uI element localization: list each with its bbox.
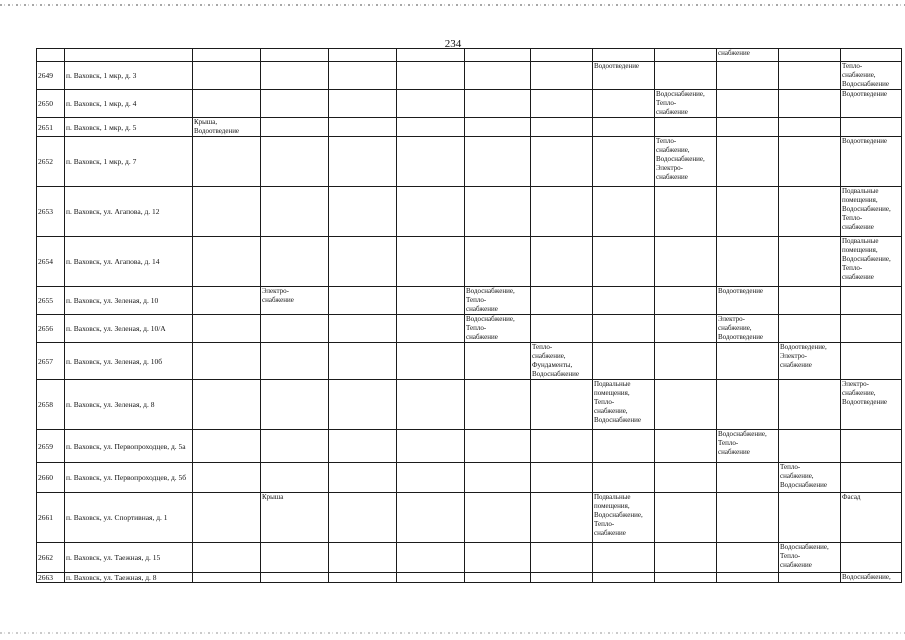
work-type-cell: [193, 137, 261, 187]
work-type-cell: Водоотведение: [841, 137, 902, 187]
work-type-cell: [717, 463, 779, 493]
work-type-cell: [593, 237, 655, 287]
work-type-cell: [717, 187, 779, 237]
scan-edge-top: [0, 4, 905, 6]
work-type-cell: [593, 430, 655, 463]
work-type-cell: [193, 343, 261, 380]
work-type-cell: [329, 573, 397, 583]
table-row: [37, 343, 902, 380]
work-type-cell: [779, 62, 841, 90]
work-type-cell: [261, 237, 329, 287]
row-number: 2663: [37, 573, 65, 583]
table-cell: [593, 49, 655, 62]
work-type-cell: Водоснабжение, Тепло- снабжение: [779, 543, 841, 573]
work-type-cell: [779, 493, 841, 543]
row-address: п. Ваховск, 1 мкр, д. 3: [65, 62, 193, 90]
row-number: 2652: [37, 137, 65, 187]
work-type-cell: [841, 315, 902, 343]
row-address: п. Ваховск, 1 мкр, д. 7: [65, 137, 193, 187]
work-type-cell: [329, 315, 397, 343]
work-type-cell: [717, 90, 779, 118]
work-type-cell: [397, 187, 465, 237]
work-type-cell: [779, 118, 841, 137]
work-type-cell: [531, 287, 593, 315]
work-type-cell: [531, 90, 593, 118]
table-cell: [65, 49, 193, 62]
work-type-cell: [531, 380, 593, 430]
row-number: 2655: [37, 287, 65, 315]
work-type-cell: [397, 463, 465, 493]
work-type-cell: [465, 90, 531, 118]
row-number: 2661: [37, 493, 65, 543]
work-type-cell: [593, 118, 655, 137]
work-type-cell: [655, 573, 717, 583]
work-type-cell: [329, 493, 397, 543]
work-type-cell: [329, 62, 397, 90]
work-type-cell: [717, 62, 779, 90]
work-type-cell: [531, 430, 593, 463]
work-type-cell: [193, 493, 261, 543]
work-type-cell: [655, 118, 717, 137]
work-type-cell: [261, 573, 329, 583]
row-address: п. Ваховск, ул. Зеленая, д. 10б: [65, 343, 193, 380]
table-row: [37, 237, 902, 287]
work-type-cell: Подвальные помещения, Водоснабжение, Тепло- снабжение: [841, 187, 902, 237]
work-type-cell: [779, 237, 841, 287]
work-type-cell: [397, 573, 465, 583]
work-type-cell: Подвальные помещения, Водоснабжение, Тепло- снабжение: [593, 493, 655, 543]
work-type-cell: [841, 343, 902, 380]
table-row: [37, 287, 902, 315]
work-type-cell: [329, 343, 397, 380]
work-type-cell: [531, 315, 593, 343]
work-type-cell: [261, 430, 329, 463]
row-address: п. Ваховск, 1 мкр, д. 5: [65, 118, 193, 137]
work-type-cell: Фасад: [841, 493, 902, 543]
work-type-cell: [397, 62, 465, 90]
work-type-cell: [717, 380, 779, 430]
work-type-cell: [841, 287, 902, 315]
table-row: [37, 493, 902, 543]
work-type-cell: Водоотведение, Электро- снабжение: [779, 343, 841, 380]
table-cell: [841, 49, 902, 62]
table-cell: [779, 49, 841, 62]
work-type-cell: [329, 90, 397, 118]
row-address: п. Ваховск, ул. Зеленая, д. 10: [65, 287, 193, 315]
table-row: [37, 315, 902, 343]
work-type-cell: Водоснабжение, Тепло- снабжение: [465, 287, 531, 315]
table-row: [37, 543, 902, 573]
table-row: [37, 62, 902, 90]
work-type-cell: [329, 543, 397, 573]
work-type-cell: [397, 315, 465, 343]
table-cell: [193, 49, 261, 62]
work-type-cell: [193, 463, 261, 493]
work-type-cell: [531, 137, 593, 187]
work-type-cell: [593, 463, 655, 493]
row-number: 2659: [37, 430, 65, 463]
work-type-cell: [329, 118, 397, 137]
work-type-cell: [531, 543, 593, 573]
row-address: п. Ваховск, ул. Таежная, д. 15: [65, 543, 193, 573]
row-address: п. Ваховск, ул. Зеленая, д. 10/А: [65, 315, 193, 343]
work-type-cell: [717, 573, 779, 583]
work-type-cell: [655, 430, 717, 463]
work-type-cell: [655, 237, 717, 287]
work-type-cell: [329, 137, 397, 187]
work-type-cell: Водоснабжение,: [841, 573, 902, 583]
work-type-cell: [261, 380, 329, 430]
work-type-cell: Водоотведение: [717, 287, 779, 315]
work-type-cell: [193, 430, 261, 463]
scan-edge-bottom: [0, 632, 905, 634]
work-type-cell: [261, 62, 329, 90]
work-type-cell: [465, 137, 531, 187]
work-type-cell: [465, 430, 531, 463]
work-type-cell: [593, 315, 655, 343]
row-number: 2649: [37, 62, 65, 90]
work-type-cell: Водоснабжение, Тепло- снабжение: [717, 430, 779, 463]
work-type-cell: Водоснабжение, Тепло- снабжение: [655, 90, 717, 118]
row-address: п. Ваховск, ул. Зеленая, д. 8: [65, 380, 193, 430]
work-type-cell: [465, 463, 531, 493]
work-type-cell: Крыша, Водоотведение: [193, 118, 261, 137]
work-type-cell: Водоотведение: [841, 90, 902, 118]
work-type-cell: [841, 543, 902, 573]
work-type-cell: [593, 137, 655, 187]
work-type-cell: [193, 62, 261, 90]
work-type-cell: [465, 543, 531, 573]
work-type-cell: [593, 287, 655, 315]
work-type-cell: [779, 430, 841, 463]
work-type-cell: [655, 380, 717, 430]
row-address: п. Ваховск, ул. Спортивная, д. 1: [65, 493, 193, 543]
row-number: 2651: [37, 118, 65, 137]
work-type-cell: [465, 62, 531, 90]
work-type-cell: [593, 543, 655, 573]
work-type-cell: [465, 380, 531, 430]
work-type-cell: [717, 237, 779, 287]
work-type-cell: Электро- снабжение, Водоотведение: [717, 315, 779, 343]
work-type-cell: [841, 463, 902, 493]
table-row: [37, 137, 902, 187]
row-number: 2660: [37, 463, 65, 493]
table-row: [37, 573, 902, 583]
table-cell: [655, 49, 717, 62]
work-type-cell: [531, 62, 593, 90]
work-type-cell: [655, 62, 717, 90]
work-type-cell: Подвальные помещения, Тепло- снабжение, Водоснабжение: [593, 380, 655, 430]
work-type-cell: [655, 543, 717, 573]
work-type-cell: [329, 430, 397, 463]
table-row: [37, 90, 902, 118]
work-type-cell: [593, 90, 655, 118]
work-type-cell: Водоотведение: [593, 62, 655, 90]
work-type-cell: [779, 573, 841, 583]
work-type-cell: Крыша: [261, 493, 329, 543]
table-row: [37, 463, 902, 493]
row-number: 2656: [37, 315, 65, 343]
table-row: [37, 118, 902, 137]
work-type-cell: Тепло- снабжение, Водоснабжение, Электро- снабжение: [655, 137, 717, 187]
work-type-cell: [717, 493, 779, 543]
table-cell: [329, 49, 397, 62]
work-type-cell: [655, 493, 717, 543]
table-cell: [531, 49, 593, 62]
work-type-cell: [193, 543, 261, 573]
row-address: п. Ваховск, ул. Таежная, д. 8: [65, 573, 193, 583]
work-type-cell: [261, 137, 329, 187]
work-type-cell: [717, 343, 779, 380]
work-type-cell: [193, 187, 261, 237]
work-type-cell: [779, 287, 841, 315]
work-type-cell: [465, 343, 531, 380]
work-type-cell: [397, 493, 465, 543]
work-type-cell: [329, 187, 397, 237]
work-type-cell: [397, 137, 465, 187]
work-type-cell: [779, 187, 841, 237]
table-cell: снабжение: [717, 49, 779, 62]
work-type-cell: [531, 493, 593, 543]
work-type-cell: [593, 187, 655, 237]
work-type-cell: [397, 90, 465, 118]
work-type-cell: [397, 380, 465, 430]
work-type-cell: [779, 137, 841, 187]
work-type-cell: [655, 343, 717, 380]
work-type-cell: Тепло- снабжение, Фундаменты, Водоснабжение: [531, 343, 593, 380]
work-type-cell: [531, 573, 593, 583]
work-type-cell: [717, 137, 779, 187]
work-type-cell: [841, 430, 902, 463]
work-type-cell: [397, 237, 465, 287]
row-address: п. Ваховск, ул. Агапова, д. 14: [65, 237, 193, 287]
row-address: п. Ваховск, ул. Первопроходцев, д. 5б: [65, 463, 193, 493]
row-number: 2654: [37, 237, 65, 287]
work-type-cell: [465, 237, 531, 287]
table-cell: [465, 49, 531, 62]
table-cell: [37, 49, 65, 62]
work-type-cell: [397, 287, 465, 315]
work-type-cell: [193, 287, 261, 315]
work-type-cell: [329, 287, 397, 315]
work-type-cell: [261, 187, 329, 237]
work-type-cell: [717, 118, 779, 137]
work-type-cell: [397, 118, 465, 137]
work-type-cell: [779, 90, 841, 118]
work-type-cell: [531, 118, 593, 137]
work-type-cell: [655, 463, 717, 493]
work-type-cell: [593, 343, 655, 380]
row-number: 2653: [37, 187, 65, 237]
work-type-cell: [397, 430, 465, 463]
work-type-cell: [193, 315, 261, 343]
work-type-cell: [655, 315, 717, 343]
row-number: 2662: [37, 543, 65, 573]
work-type-cell: [531, 237, 593, 287]
work-type-cell: [779, 315, 841, 343]
work-type-cell: [261, 90, 329, 118]
work-type-cell: [261, 315, 329, 343]
work-type-cell: [465, 187, 531, 237]
table-row: [37, 430, 902, 463]
table-row: [37, 187, 902, 237]
work-type-cell: [397, 543, 465, 573]
work-type-cell: [397, 343, 465, 380]
row-number: 2657: [37, 343, 65, 380]
row-number: 2650: [37, 90, 65, 118]
table-body: [37, 49, 902, 583]
work-type-cell: [261, 463, 329, 493]
table-row: [37, 380, 902, 430]
work-type-cell: [841, 118, 902, 137]
work-type-cell: [193, 237, 261, 287]
work-type-cell: Водоснабжение, Тепло- снабжение: [465, 315, 531, 343]
work-type-cell: [193, 573, 261, 583]
work-type-cell: [655, 287, 717, 315]
work-type-cell: [655, 187, 717, 237]
work-type-cell: [593, 573, 655, 583]
work-type-cell: [531, 187, 593, 237]
row-address: п. Ваховск, ул. Первопроходцев, д. 5а: [65, 430, 193, 463]
table-row-continuation: [37, 49, 902, 62]
work-type-cell: [193, 380, 261, 430]
work-type-cell: [717, 543, 779, 573]
work-type-cell: [261, 543, 329, 573]
work-type-cell: [329, 463, 397, 493]
work-type-cell: [193, 90, 261, 118]
work-type-cell: Тепло- снабжение, Водоснабжение: [841, 62, 902, 90]
row-address: п. Ваховск, ул. Агапова, д. 12: [65, 187, 193, 237]
page-number: 234: [444, 38, 462, 50]
work-type-cell: [465, 573, 531, 583]
work-type-cell: Подвальные помещения, Водоснабжение, Тепло- снабжение: [841, 237, 902, 287]
work-type-cell: [261, 118, 329, 137]
work-schedule-table: [36, 48, 902, 583]
work-type-cell: Электро- снабжение, Водоотведение: [841, 380, 902, 430]
work-type-cell: Электро- снабжение: [261, 287, 329, 315]
work-type-cell: [329, 237, 397, 287]
work-type-cell: [261, 343, 329, 380]
work-type-cell: [465, 493, 531, 543]
work-type-cell: [329, 380, 397, 430]
table-cell: [397, 49, 465, 62]
work-type-cell: [779, 380, 841, 430]
work-type-cell: Тепло- снабжение, Водоснабжение: [779, 463, 841, 493]
work-type-cell: [531, 463, 593, 493]
row-address: п. Ваховск, 1 мкр, д. 4: [65, 90, 193, 118]
table-cell: [261, 49, 329, 62]
row-number: 2658: [37, 380, 65, 430]
work-type-cell: [465, 118, 531, 137]
